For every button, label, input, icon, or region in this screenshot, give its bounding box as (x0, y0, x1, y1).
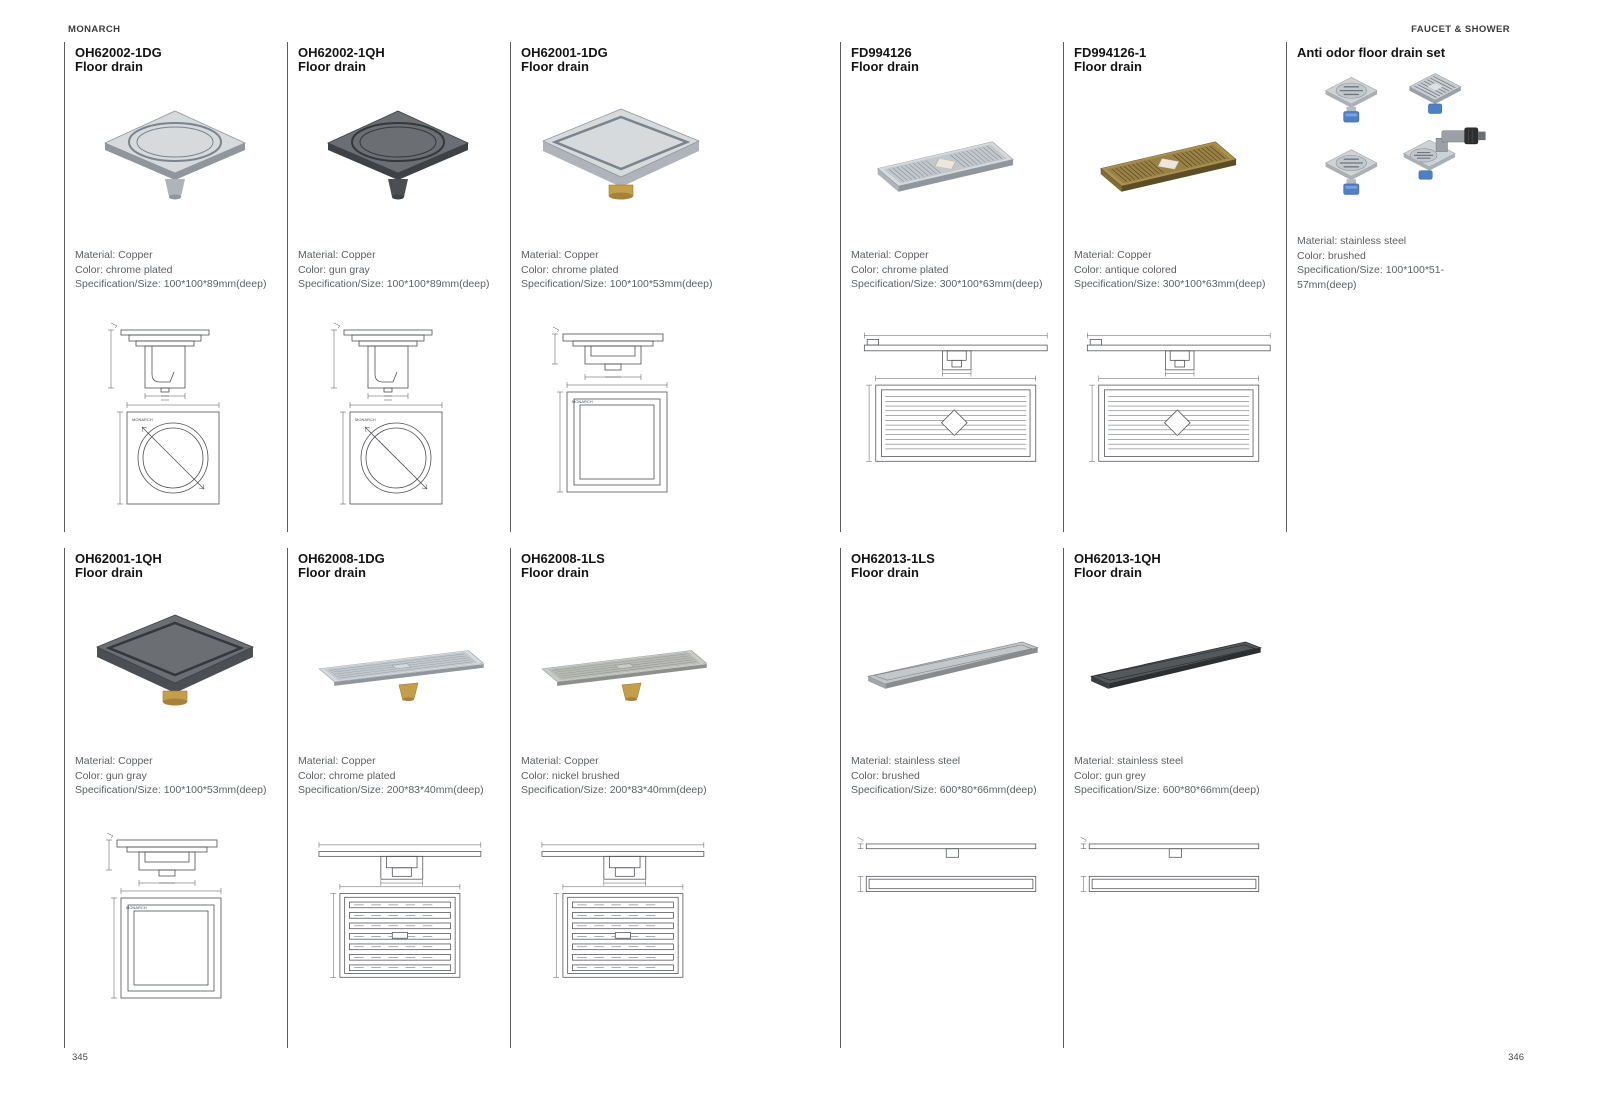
drawing-brand-label: MONARCH (132, 416, 153, 422)
product-name: Floor drain (75, 59, 143, 74)
product-model: OH62008-1DG (298, 551, 385, 566)
product-color: Color: chrome plated (521, 263, 619, 276)
product-material: Material: Copper (75, 249, 153, 261)
product-color: Color: chrome plated (75, 263, 173, 276)
long-grate-drain-photo (1074, 107, 1274, 207)
product-card (840, 548, 1063, 1048)
product-size: Specification/Size: 100*100*51-57mm(deep) (1297, 264, 1445, 291)
catalog-row-1-left (64, 42, 734, 532)
product-material: Material: Copper (1074, 249, 1152, 261)
product-card (1063, 548, 1286, 1048)
product-card (840, 42, 1063, 532)
product-name: Floor drain (521, 59, 589, 74)
product-name: Floor drain (521, 565, 589, 580)
product-image (521, 82, 721, 232)
product-model: OH62001-1DG (521, 45, 608, 60)
product-image (1074, 82, 1274, 232)
technical-drawing (298, 322, 498, 510)
product-model: OH62002-1DG (75, 45, 162, 60)
product-material: Material: Copper (521, 755, 599, 767)
product-card (1286, 42, 1509, 532)
catalog-row-2-left (64, 548, 734, 1048)
product-color: Color: chrome plated (851, 263, 949, 276)
product-model: FD994126 (851, 45, 912, 60)
technical-drawing (75, 828, 275, 1010)
product-size: Specification/Size: 100*100*89mm(deep) (298, 278, 490, 290)
product-name: Floor drain (1074, 565, 1142, 580)
product-card (287, 42, 510, 532)
slatted-grate-drain-photo (298, 613, 498, 713)
product-card (64, 42, 287, 532)
product-image (75, 82, 275, 232)
product-name: Floor drain (1074, 59, 1142, 74)
product-material: Material: stainless steel (851, 755, 961, 767)
product-model: FD994126-1 (1074, 45, 1147, 60)
product-model: OH62001-1QH (75, 551, 162, 566)
product-image (298, 588, 498, 738)
product-material: Material: Copper (851, 249, 929, 261)
square-tile-drain-photo (75, 605, 275, 721)
product-size: Specification/Size: 200*83*40mm(deep) (298, 784, 484, 796)
product-material: Material: Copper (298, 755, 376, 767)
product-size: Specification/Size: 300*100*63mm(deep) (1074, 278, 1266, 290)
catalog-row-1-right (840, 42, 1510, 532)
product-name: Floor drain (851, 59, 919, 74)
product-material: Material: Copper (298, 249, 376, 261)
product-card (510, 548, 733, 1048)
product-card (510, 42, 733, 532)
product-model: OH62013-1QH (1074, 551, 1161, 566)
product-size: Specification/Size: 600*80*66mm(deep) (851, 784, 1037, 796)
product-model: OH62002-1QH (298, 45, 385, 60)
drain-set-photo (1297, 68, 1497, 218)
category-title: FAUCET & SHOWER (1411, 24, 1510, 35)
product-material: Material: stainless steel (1297, 235, 1407, 247)
product-size: Specification/Size: 100*100*53mm(deep) (521, 278, 713, 290)
product-image (298, 82, 498, 232)
product-image (1297, 68, 1497, 218)
product-material: Material: stainless steel (1074, 755, 1184, 767)
brand-logo-text: MONARCH (68, 24, 121, 35)
technical-drawing (1074, 322, 1274, 492)
catalog-row-2-right (840, 548, 1510, 1048)
product-model: OH62008-1LS (521, 551, 605, 566)
product-size: Specification/Size: 600*80*66mm(deep) (1074, 784, 1260, 796)
product-size: Specification/Size: 100*100*53mm(deep) (75, 784, 267, 796)
page-number-right: 346 (1508, 1052, 1524, 1063)
square-drain-photo (75, 99, 275, 215)
square-tile-drain-photo (521, 99, 721, 215)
product-color: Color: gun gray (75, 769, 147, 782)
technical-drawing (1074, 828, 1274, 938)
product-color: Color: chrome plated (298, 769, 396, 782)
long-grate-drain-photo (851, 107, 1051, 207)
product-model: OH62013-1LS (851, 551, 935, 566)
page-number-left: 345 (72, 1052, 88, 1063)
linear-strip-drain-photo (851, 613, 1051, 713)
product-name: Floor drain (75, 565, 143, 580)
product-image (851, 588, 1051, 738)
product-size: Specification/Size: 200*83*40mm(deep) (521, 784, 707, 796)
technical-drawing (521, 828, 721, 1018)
product-model: Anti odor floor drain set (1297, 45, 1446, 60)
technical-drawing (851, 322, 1051, 492)
product-card (287, 548, 510, 1048)
square-drain-photo (298, 99, 498, 215)
product-name: Floor drain (298, 565, 366, 580)
technical-drawing (851, 828, 1051, 938)
drawing-brand-label: MONARCH (355, 416, 376, 422)
drawing-brand-label: MONARCH (572, 398, 593, 404)
drawing-brand-label: MONARCH (126, 904, 147, 910)
product-image (1074, 588, 1274, 738)
linear-strip-drain-photo (1074, 613, 1274, 713)
slatted-grate-drain-photo (521, 613, 721, 713)
product-material: Material: Copper (521, 249, 599, 261)
product-color: Color: nickel brushed (521, 769, 620, 782)
product-color: Color: brushed (851, 769, 920, 782)
product-color: Color: gun gray (298, 263, 370, 276)
product-image (521, 588, 721, 738)
product-image (75, 588, 275, 738)
technical-drawing (75, 322, 275, 510)
product-card (64, 548, 287, 1048)
product-name: Floor drain (851, 565, 919, 580)
technical-drawing (298, 828, 498, 1018)
product-image (851, 82, 1051, 232)
product-card (1063, 42, 1286, 532)
product-size: Specification/Size: 100*100*89mm(deep) (75, 278, 267, 290)
technical-drawing (521, 322, 721, 504)
product-size: Specification/Size: 300*100*63mm(deep) (851, 278, 1043, 290)
product-color: Color: gun grey (1074, 769, 1146, 782)
product-material: Material: Copper (75, 755, 153, 767)
product-color: Color: brushed (1297, 249, 1366, 262)
product-color: Color: antique colored (1074, 263, 1177, 276)
product-name: Floor drain (298, 59, 366, 74)
